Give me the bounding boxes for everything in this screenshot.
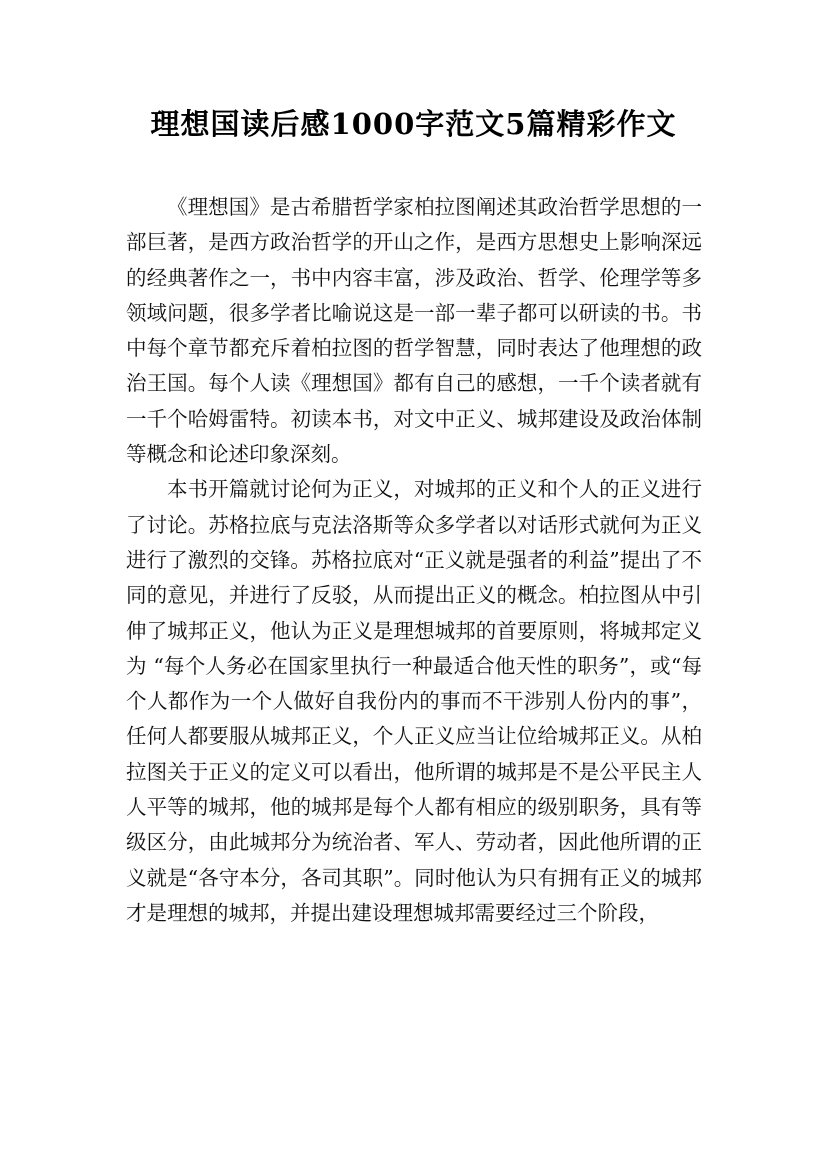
document-body <box>126 190 702 931</box>
paragraph-2: 本书开篇就讨论何为正义，对城邦的正义和个人的正义进行了讨论。苏格拉底与克法洛斯等众多学者以对话形式就何为正义进行了激烈的交锋。苏格拉底对“正义就是强者的利益”提出了不同的意见，并进行了反驳，从而提出正义的概念。柏拉图从中引伸了城邦正义，他认为正义是理想城邦的首要原则，将城邦定义为 “每个人务必在国家里执行一种最适合他天性的职务”，或“每个人都作为一个人做好自我份内的事而不干涉别人份内的事”，任何人都要服从城邦正义，个人正义应当让位给城邦正义。从柏拉图关于正义的定义可以看出，他所谓的城邦是不是公平民主人人平等的城邦，他的城邦是每个人都有相应的级别职务，具有等级区分，由此城邦分为统治者、军人、劳动者，因此他所谓的正义就是“各守本分，各司其职”。同时他认为只有拥有正义的城邦才是理想的城邦，并提出建设理想城邦需要经过三个阶段， <box>126 477 702 925</box>
document-title: 理想国读后感1000字范文5篇精彩作文 <box>150 107 677 141</box>
paragraph-1: 《理想国》是古希腊哲学家柏拉图阐述其政治哲学思想的一部巨著，是西方政治哲学的开山之作，是西方思想史上影响深远的经典著作之一，书中内容丰富，涉及政治、哲学、伦理学等多领域问题，很多学者比喻说这是一部一辈子都可以研读的书。书中每个章节都充斥着柏拉图的哲学智慧，同时表达了他理想的政治王国。每个人读《理想国》都有自己的感想，一千个读者就有一千个哈姆雷特。初读本书，对文中正义、城邦建设及政治体制等概念和论述印象深刻。 <box>126 195 702 467</box>
